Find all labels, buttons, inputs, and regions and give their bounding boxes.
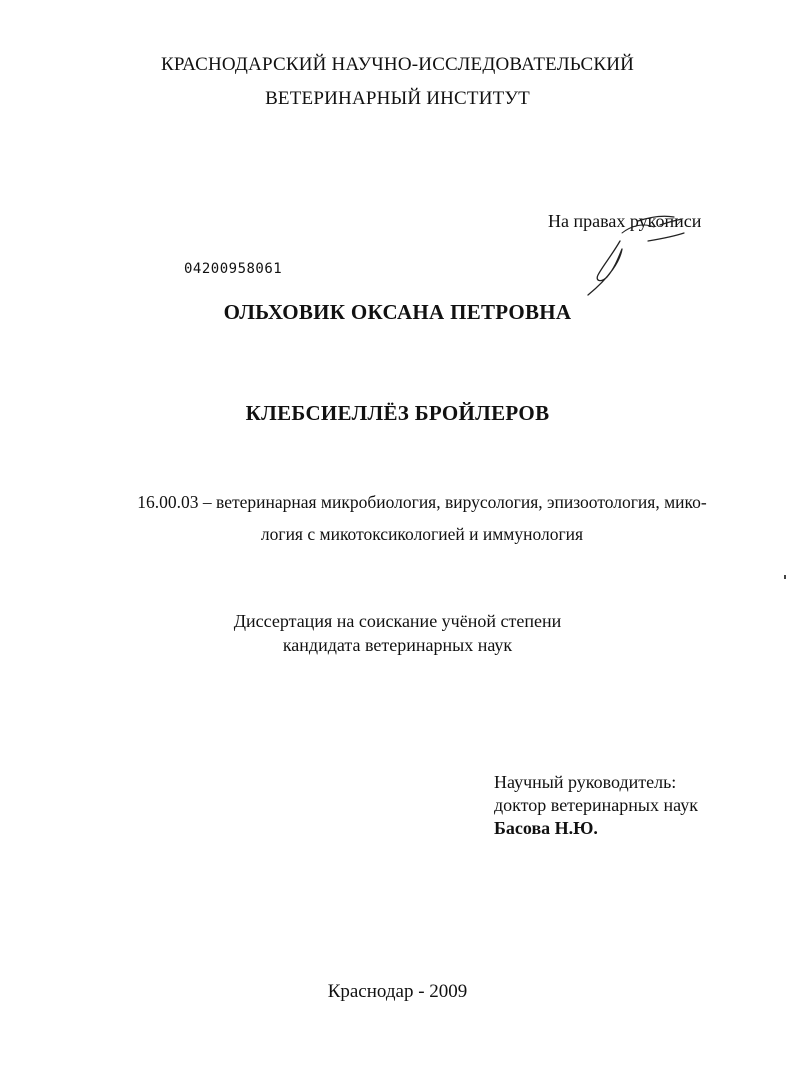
supervisor-name: Басова Н.Ю. [494,818,598,838]
degree-line1: Диссертация на соискание учёной степени [233,611,562,631]
specialty-line2: логия с микотоксикологией и иммунология [260,524,584,544]
degree-line2: кандидата ветеринарных наук [282,635,513,655]
supervisor-title: доктор ветеринарных наук [494,795,698,815]
scan-speck [784,575,786,579]
supervisor-label: Научный руководитель: [494,772,677,792]
author-name: ОЛЬХОВИК ОКСАНА ПЕТРОВНА [223,300,572,324]
city-year: Краснодар - 2009 [327,981,468,1002]
dissertation-title: КЛЕБСИЕЛЛЁЗ БРОЙЛЕРОВ [245,401,550,425]
institute-name-line1: КРАСНОДАРСКИЙ НАУЧНО-ИССЛЕДОВАТЕЛЬСКИЙ [160,54,635,75]
catalog-number: 04200958061 [184,261,283,277]
specialty-line1: 16.00.03 – ветеринарная микробиология, вирусология, эпизоотология, мико- [137,492,707,512]
institute-name-line2: ВЕТЕРИНАРНЫЙ ИНСТИТУТ [265,88,530,109]
handwritten-signature [562,203,692,303]
manuscript-rights-note: На правах рукописи [548,211,702,231]
